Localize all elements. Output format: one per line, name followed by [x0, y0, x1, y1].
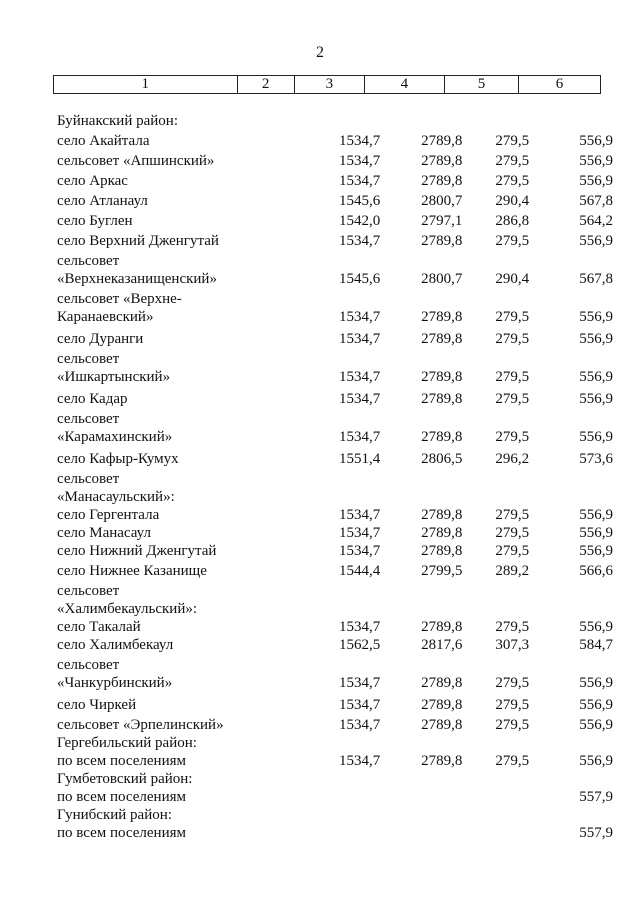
value-col-6: 556,9 — [579, 675, 613, 691]
value-col-6: 556,9 — [579, 619, 613, 635]
value-col-3: 1534,7 — [339, 753, 381, 769]
settlement-name: сельсовет «Карамахинский» — [57, 411, 173, 445]
value-col-5: 279,5 — [495, 543, 530, 559]
value-col-4: 2789,8 — [421, 173, 463, 189]
column-header-4: 4 — [364, 76, 444, 94]
table-row — [53, 806, 613, 842]
value-col-3: 1534,7 — [339, 233, 381, 249]
value-col-6: 556,9 — [579, 717, 613, 733]
value-col-5: 307,3 — [495, 637, 530, 653]
value-col-5: 279,5 — [495, 525, 530, 541]
table-row — [53, 770, 613, 806]
table-row — [53, 250, 613, 288]
settlement-name: село Нижний Дженгутай — [57, 543, 217, 559]
table-row — [53, 714, 613, 734]
table-body — [53, 110, 613, 842]
table-row — [53, 734, 613, 770]
value-col-6: 573,6 — [579, 451, 613, 467]
value-col-3: 1534,7 — [339, 309, 381, 325]
value-col-6: 556,9 — [579, 753, 613, 769]
value-col-6: 567,8 — [579, 193, 613, 209]
settlement-name: сельсовет «Эрпелинский» — [57, 717, 224, 733]
value-col-5: 279,5 — [495, 675, 530, 691]
value-col-5: 279,5 — [495, 507, 530, 523]
value-col-3: 1542,0 — [339, 213, 381, 229]
settlement-name: Гунибский район: по всем поселениям — [57, 807, 187, 841]
settlement-name: Гергебильский район: по всем поселениям — [57, 735, 197, 769]
value-col-4: 2789,8 — [421, 153, 463, 169]
table-row — [53, 190, 613, 210]
value-col-5: 286,8 — [495, 213, 530, 229]
table-row — [53, 560, 613, 580]
value-col-6: 556,9 — [579, 543, 613, 559]
value-col-5: 279,5 — [495, 233, 530, 249]
value-col-5: 279,5 — [495, 309, 530, 325]
settlement-name: сельсовет «Чанкурбинский» — [57, 657, 173, 691]
value-col-4: 2789,8 — [421, 309, 463, 325]
settlement-name: сельсовет «Верхнеказанищенский» — [57, 253, 217, 287]
value-col-4: 2789,8 — [421, 391, 463, 407]
value-col-6: 556,9 — [579, 391, 613, 407]
settlement-name: село Атланаул — [57, 193, 148, 209]
table-row — [53, 326, 613, 348]
value-col-4: 2789,8 — [421, 675, 463, 691]
table-row — [53, 468, 613, 506]
table-row — [53, 618, 613, 636]
value-col-4: 2789,8 — [421, 753, 463, 769]
settlement-name: Гумбетовский район: по всем поселениям — [57, 771, 193, 805]
value-col-6: 556,9 — [579, 309, 613, 325]
settlement-name: село Манасаул — [57, 525, 151, 541]
value-col-3: 1534,7 — [339, 507, 381, 523]
value-col-6: 556,9 — [579, 331, 613, 347]
value-col-4: 2797,1 — [421, 213, 463, 229]
value-col-6: 556,9 — [579, 173, 613, 189]
value-col-3: 1534,7 — [339, 429, 381, 445]
settlement-name: сельсовет «Манасаульский»: — [57, 471, 175, 505]
value-col-5: 279,5 — [495, 331, 530, 347]
value-col-4: 2789,8 — [421, 525, 463, 541]
settlement-name: село Гергентала — [57, 507, 160, 523]
value-col-3: 1534,7 — [339, 675, 381, 691]
value-col-3: 1545,6 — [339, 193, 381, 209]
value-col-6: 556,9 — [579, 525, 613, 541]
value-col-6: 556,9 — [579, 697, 613, 713]
settlement-name: сельсовет «Ишкартынский» — [57, 351, 171, 385]
table-row — [53, 210, 613, 230]
value-col-4: 2789,8 — [421, 543, 463, 559]
value-col-5: 296,2 — [495, 451, 530, 467]
settlement-name: село Дуранги — [57, 331, 144, 347]
column-header-2: 2 — [237, 76, 294, 94]
value-col-4: 2800,7 — [421, 271, 463, 287]
value-col-4: 2789,8 — [421, 133, 463, 149]
value-col-4: 2800,7 — [421, 193, 463, 209]
value-col-3: 1534,7 — [339, 619, 381, 635]
settlement-name: село Акайтала — [57, 133, 150, 149]
value-col-3: 1544,4 — [339, 563, 381, 579]
column-header-3: 3 — [294, 76, 364, 94]
value-col-6: 556,9 — [579, 153, 613, 169]
settlement-name: село Кадар — [57, 391, 128, 407]
column-header-row — [54, 76, 601, 94]
value-col-5: 279,5 — [495, 429, 530, 445]
value-col-6: 557,9 — [579, 789, 613, 805]
value-col-3: 1534,7 — [339, 391, 381, 407]
settlement-name: село Такалай — [57, 619, 141, 635]
table-row — [53, 150, 613, 170]
table-row — [53, 288, 613, 326]
value-col-5: 279,5 — [495, 753, 530, 769]
value-col-4: 2789,8 — [421, 429, 463, 445]
value-col-3: 1551,4 — [339, 451, 381, 467]
value-col-6: 556,9 — [579, 369, 613, 385]
value-col-3: 1534,7 — [339, 697, 381, 713]
settlement-name: село Кафыр-Кумух — [57, 451, 179, 467]
value-col-3: 1534,7 — [339, 331, 381, 347]
value-col-6: 557,9 — [579, 825, 613, 841]
value-col-4: 2789,8 — [421, 507, 463, 523]
value-col-6: 556,9 — [579, 233, 613, 249]
value-col-4: 2789,8 — [421, 233, 463, 249]
table-row — [53, 230, 613, 250]
table-row — [53, 654, 613, 692]
settlement-name: село Чиркей — [57, 697, 137, 713]
value-col-5: 279,5 — [495, 153, 530, 169]
table-row — [53, 506, 613, 524]
settlement-name: сельсовет «Верхне- Каранаевский» — [57, 291, 182, 325]
column-header-5: 5 — [444, 76, 518, 94]
value-col-4: 2789,8 — [421, 697, 463, 713]
value-col-5: 290,4 — [495, 193, 530, 209]
value-col-6: 556,9 — [579, 507, 613, 523]
value-col-5: 279,5 — [495, 391, 530, 407]
value-col-3: 1534,7 — [339, 543, 381, 559]
value-col-5: 279,5 — [495, 619, 530, 635]
value-col-6: 567,8 — [579, 271, 613, 287]
table-row — [53, 348, 613, 386]
value-col-5: 289,2 — [495, 563, 530, 579]
value-col-5: 290,4 — [495, 271, 530, 287]
value-col-6: 556,9 — [579, 133, 613, 149]
table-row — [53, 692, 613, 714]
table-row — [53, 446, 613, 468]
settlement-name: село Верхний Дженгутай — [57, 233, 219, 249]
table-row — [53, 636, 613, 654]
table-row — [53, 542, 613, 560]
value-col-3: 1534,7 — [339, 173, 381, 189]
settlement-name: село Аркас — [57, 173, 128, 189]
value-col-4: 2799,5 — [421, 563, 463, 579]
value-col-4: 2806,5 — [421, 451, 463, 467]
value-col-3: 1534,7 — [339, 717, 381, 733]
value-col-3: 1534,7 — [339, 369, 381, 385]
value-col-6: 564,2 — [579, 213, 613, 229]
value-col-3: 1534,7 — [339, 133, 381, 149]
value-col-4: 2789,8 — [421, 369, 463, 385]
value-col-5: 279,5 — [495, 697, 530, 713]
settlement-name: сельсовет «Халимбекаульский»: — [57, 583, 198, 617]
table-row — [53, 170, 613, 190]
table-row — [53, 386, 613, 408]
value-col-3: 1534,7 — [339, 525, 381, 541]
table-row — [53, 524, 613, 542]
value-col-4: 2789,8 — [421, 619, 463, 635]
table-row — [53, 130, 613, 150]
table-row — [53, 408, 613, 446]
settlement-name: село Халимбекаул — [57, 637, 174, 653]
table-row — [53, 580, 613, 618]
value-col-6: 566,6 — [579, 563, 613, 579]
column-header-table — [53, 75, 601, 94]
table-row — [53, 110, 613, 130]
settlement-name: Буйнакский район: — [57, 113, 178, 129]
value-col-5: 279,5 — [495, 717, 530, 733]
settlement-name: село Нижнее Казанище — [57, 563, 207, 579]
page-number: 2 — [316, 44, 324, 61]
value-col-5: 279,5 — [495, 173, 530, 189]
column-header-1: 1 — [54, 76, 238, 94]
settlement-name: сельсовет «Апшинский» — [57, 153, 215, 169]
value-col-3: 1534,7 — [339, 153, 381, 169]
value-col-3: 1545,6 — [339, 271, 381, 287]
value-col-4: 2817,6 — [421, 637, 463, 653]
value-col-4: 2789,8 — [421, 717, 463, 733]
value-col-4: 2789,8 — [421, 331, 463, 347]
value-col-3: 1562,5 — [339, 637, 381, 653]
value-col-6: 556,9 — [579, 429, 613, 445]
value-col-6: 584,7 — [579, 637, 613, 653]
value-col-5: 279,5 — [495, 133, 530, 149]
column-header-6: 6 — [518, 76, 600, 94]
settlement-name: село Буглен — [57, 213, 133, 229]
value-col-5: 279,5 — [495, 369, 530, 385]
